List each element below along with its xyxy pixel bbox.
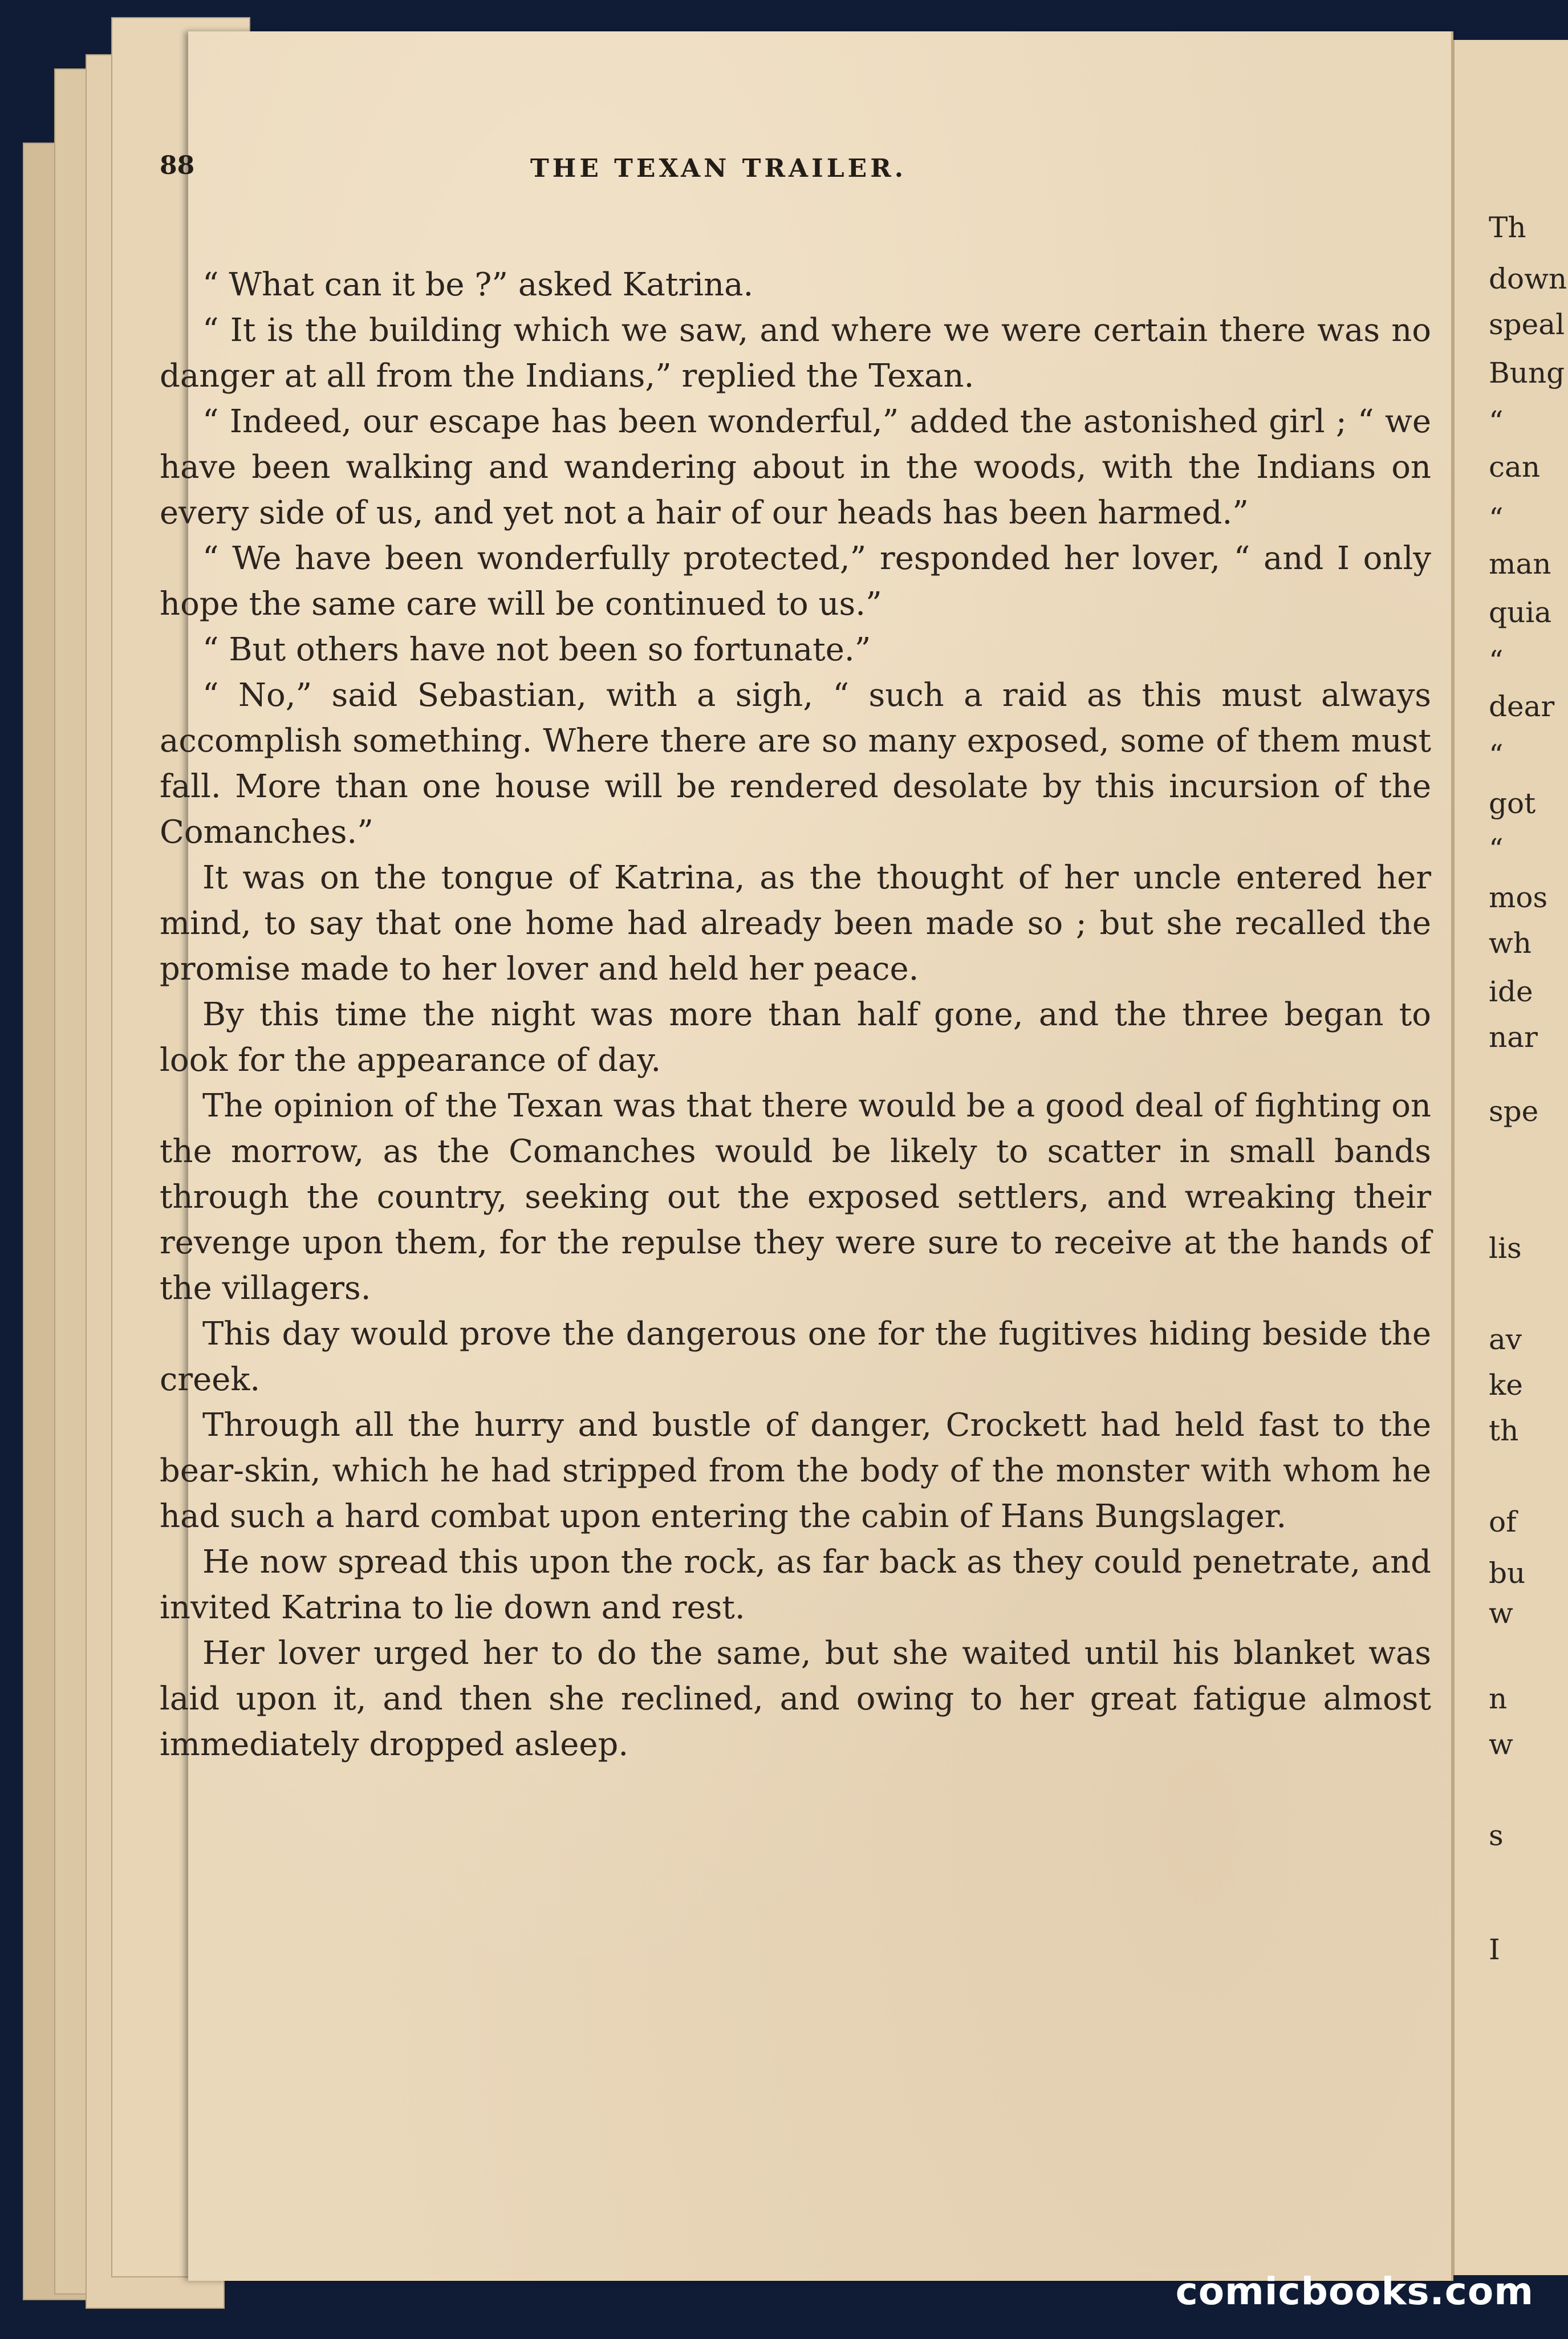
facing-page-line: w — [1489, 1597, 1513, 1630]
facing-page-line: speal — [1489, 308, 1565, 341]
facing-page-line: n — [1489, 1682, 1508, 1715]
watermark: comicbooks.com — [1175, 2269, 1534, 2313]
facing-page-fragment — [1451, 40, 1568, 2275]
paragraph: It was on the tongue of Katrina, as the thought of her uncle entered her mind, to say that one home had already been made so ; but she recalled the promise made to her lover and held her peace. — [160, 859, 1431, 988]
facing-page-line: wh — [1489, 927, 1532, 960]
facing-page-line: s — [1489, 1819, 1504, 1852]
facing-page-line: quia — [1489, 596, 1552, 629]
page-number: 88 — [160, 151, 195, 180]
facing-page-line: lis — [1489, 1232, 1522, 1265]
facing-page-line: ke — [1489, 1369, 1523, 1402]
facing-page-line: “ — [1489, 405, 1504, 438]
paragraph: “ We have been wonderfully protected,” responded her lover, “ and I only hope the same care will be continued to us.” — [160, 540, 1431, 623]
facing-page-line: “ — [1489, 833, 1504, 866]
paragraph: “ What can it be ?” asked Katrina. — [202, 266, 754, 303]
facing-page-line: dear — [1489, 690, 1555, 723]
facing-page-line: “ — [1489, 738, 1504, 771]
facing-page-line: w — [1489, 1728, 1513, 1761]
facing-page-line: “ — [1489, 502, 1504, 535]
facing-page-line: I — [1489, 1933, 1500, 1966]
facing-page-line: “ — [1489, 644, 1504, 677]
paragraph: He now spread this upon the rock, as far back as they could penetrate, and invited Katrina to lie down and rest. — [160, 1544, 1431, 1626]
facing-page-line: th — [1489, 1414, 1519, 1447]
facing-page-line: Bung — [1489, 356, 1565, 389]
paragraph: By this time the night was more than half gone, and the three began to look for the appearance of day. — [160, 996, 1431, 1079]
facing-page-line: bu — [1489, 1557, 1526, 1590]
facing-page-line: can — [1489, 450, 1541, 484]
running-title: THE TEXAN TRAILER. — [530, 154, 907, 183]
facing-page-line: Th — [1489, 211, 1526, 244]
paragraph: Her lover urged her to do the same, but she waited until his blanket was laid upon it, and then she reclined, and owing to her great fatigue almost immediately dropped asleep. — [160, 1635, 1431, 1763]
paragraph: “ No,” said Sebastian, with a sigh, “ such a raid as this must always accomplish something. Where there are so many exposed, some of them must fall. More than one house will be rendered desolate by this incursion of the Comanches.” — [160, 677, 1431, 851]
facing-page-line: got — [1489, 787, 1536, 820]
paragraph: “ Indeed, our escape has been wonderful,” added the astonished girl ; “ we have been walking and wandering about in the woods, with the Indians on every side of us, and yet not a hair of our heads has been harmed.” — [160, 403, 1431, 531]
facing-page-line: man — [1489, 547, 1551, 580]
paragraph: The opinion of the Texan was that there would be a good deal of fighting on the morrow, as the Comanches would be likely to scatter in small bands through the country, seeking out the exposed settlers, and wreaking their revenge upon them, for the repulse they were sure to receive at the hands of the villagers. — [160, 1087, 1431, 1307]
paragraph: Through all the hurry and bustle of danger, Crockett had held fast to the bear-skin, which he had stripped from the body of the monster with whom he had such a hard combat upon entering the cabin of Hans Bungslager. — [160, 1407, 1431, 1535]
paragraph: This day would prove the dangerous one for the fugitives hiding beside the creek. — [160, 1315, 1431, 1398]
paragraph: “ It is the building which we saw, and where we were certain there was no danger at all from the Indians,” replied the Texan. — [160, 312, 1431, 395]
facing-page-line: down — [1489, 262, 1567, 295]
facing-page-line: mos — [1489, 881, 1548, 914]
facing-page-line: ide — [1489, 975, 1533, 1008]
facing-page-line: av — [1489, 1323, 1522, 1356]
facing-page-line: spe — [1489, 1095, 1539, 1128]
facing-page-line: of — [1489, 1505, 1517, 1538]
body-text — [160, 262, 1431, 1768]
paragraph: “ But others have not been so fortunate.” — [202, 631, 871, 668]
facing-page-line: nar — [1489, 1021, 1538, 1054]
